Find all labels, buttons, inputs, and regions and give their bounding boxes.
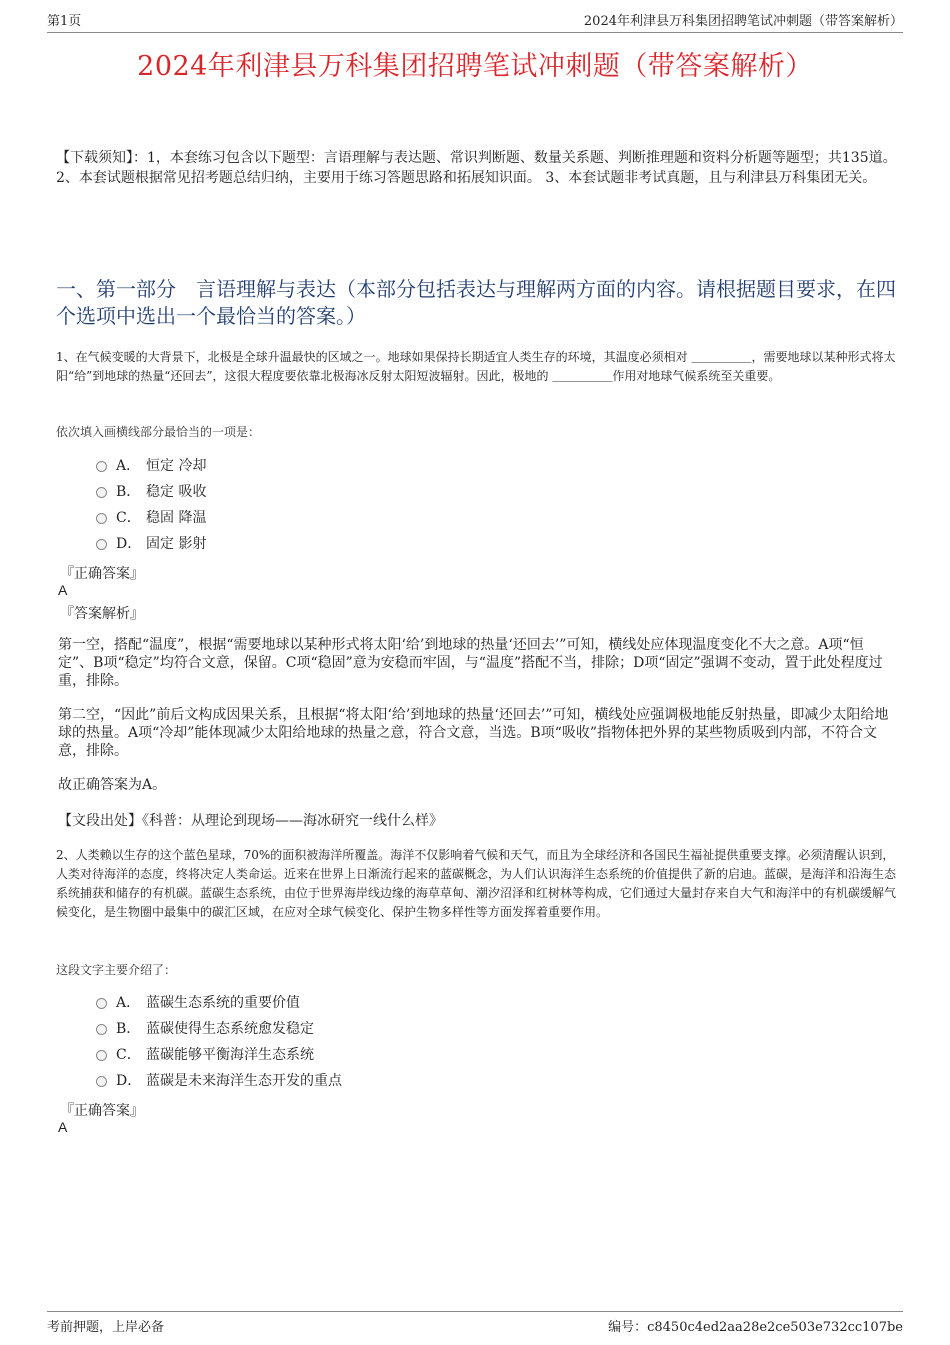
header-doc-title: 2024年利津县万科集团招聘笔试冲刺题（带答案解析） xyxy=(583,14,903,29)
question-2-text: 2、人类赖以生存的这个蓝色星球，70%的面积被海洋所覆盖。海洋不仅影响着气候和天气，而且为全球经济和各国民生福祉提供重要支撑。必须清醒认识到，人类对待海洋的态度，终将决定人类命运。近来在世界上日渐流行起来的蓝碳概念，为人们认识海洋生态系统的价值提供了新的启迪。蓝碳，是海洋和沿海生态系统捕获和储存的有机碳。蓝碳生态系统，由位于世界海岸线边缘的海草草甸、潮汐沼泽和红树林等构成，它们通过大量封存来自大气和海洋中的有机碳缓解气候变化，是生物圈中最集中的碳汇区域，在应对全球气候变化、保护生物多样性等方面发挥着重要作用。 xyxy=(56,848,897,919)
radio-icon[interactable] xyxy=(96,1024,107,1035)
question-1-option-c[interactable]: C． 稳固 降温 xyxy=(96,507,206,529)
footer-slogan: 考前押题，上岸必备 xyxy=(47,1320,165,1335)
radio-icon[interactable] xyxy=(96,1076,107,1087)
analysis-label: 『答案解析』 xyxy=(60,606,144,622)
answer-label: 『正确答案』 xyxy=(60,1103,144,1119)
radio-icon[interactable] xyxy=(96,513,107,524)
question-2-option-b[interactable]: B． 蓝碳使得生态系统愈发稳定 xyxy=(96,1018,314,1040)
passage-source: 【文段出处】《科普：从理论到现场——海冰研究一线什么样》 xyxy=(58,813,443,829)
radio-icon[interactable] xyxy=(96,539,107,550)
question-2-option-a[interactable]: A． 蓝碳生态系统的重要价值 xyxy=(96,992,300,1014)
question-1-text: 1、在气候变暖的大背景下，北极是全球升温最快的区域之一。地球如果保持长期适宜人类生存的环境，其温度必须相对 ＿＿＿＿＿，需要地球以某种形式将太阳“给”到地球的热量“还回去”，这很大程度要依靠北极海冰反射太阳短波辐射。因此，极地的 ＿＿＿＿＿作用对地球气候系统至关重要。 xyxy=(56,350,896,383)
radio-icon[interactable] xyxy=(96,487,107,498)
question-1-prompt: 依次填入画横线部分最恰当的一项是： xyxy=(56,425,261,439)
answer-value: A xyxy=(58,1119,68,1135)
analysis-paragraph-2: 第二空，“因此”前后文构成因果关系，且根据“将太阳‘给’到地球的热量‘还回去’”可知，横线处应强调极地能反射热量，即减少太阳给地球的热量。A项“冷却”能体现减少太阳给地球的热量之意，符合文意，当选。B项“吸收”指物体把外界的某些物质吸到内部，不符合文意，排除。 xyxy=(58,707,889,759)
section-heading: 一、第一部分 言语理解与表达（本部分包括表达与理解两方面的内容。请根据题目要求，在四个选项中选出一个最恰当的答案。） xyxy=(56,277,896,328)
page-number: 第1页 xyxy=(47,14,82,29)
question-1-option-b[interactable]: B． 稳定 吸收 xyxy=(96,481,206,503)
analysis-paragraph-1: 第一空，搭配“温度”，根据“需要地球以某种形式将太阳‘给’到地球的热量‘还回去’”可知，横线处应体现温度变化不大之意。A项“恒定”、B项“稳定”均符合文意，保留。C项“稳固”意为安稳而牢固，与“温度”搭配不当，排除；D项“固定”强调不变动，置于此处程度过重，排除。 xyxy=(58,637,883,689)
page-footer xyxy=(47,1311,903,1335)
question-2-prompt: 这段文字主要介绍了： xyxy=(56,963,177,977)
radio-icon[interactable] xyxy=(96,998,107,1009)
page-title: 2024年利津县万科集团招聘笔试冲刺题（带答案解析） xyxy=(137,51,813,82)
question-1-option-a[interactable]: A． 恒定 冷却 xyxy=(96,455,206,477)
page-header xyxy=(47,14,903,33)
footer-doc-id: 编号：c8450c4ed2aa28e2ce503e732cc107be xyxy=(608,1320,903,1335)
question-2-option-d[interactable]: D． 蓝碳是未来海洋生态开发的重点 xyxy=(96,1070,342,1092)
answer-value: A xyxy=(58,582,68,598)
radio-icon[interactable] xyxy=(96,1050,107,1061)
question-2-option-c[interactable]: C． 蓝碳能够平衡海洋生态系统 xyxy=(96,1044,314,1066)
analysis-conclusion: 故正确答案为A。 xyxy=(58,777,167,793)
question-1-option-d[interactable]: D． 固定 影射 xyxy=(96,533,206,555)
radio-icon[interactable] xyxy=(96,461,107,472)
answer-label: 『正确答案』 xyxy=(60,566,144,582)
download-notice: 【下载须知】：1，本套练习包含以下题型：言语理解与表达题、常识判断题、数量关系题、判断推理题和资料分析题等题型；共135道。 2、本套试题根据常见招考题总结归纳，主要用于练习答题思路和拓展知识面。 3、本套试题非考试真题，且与利津县万科集团无关。 xyxy=(56,150,897,186)
